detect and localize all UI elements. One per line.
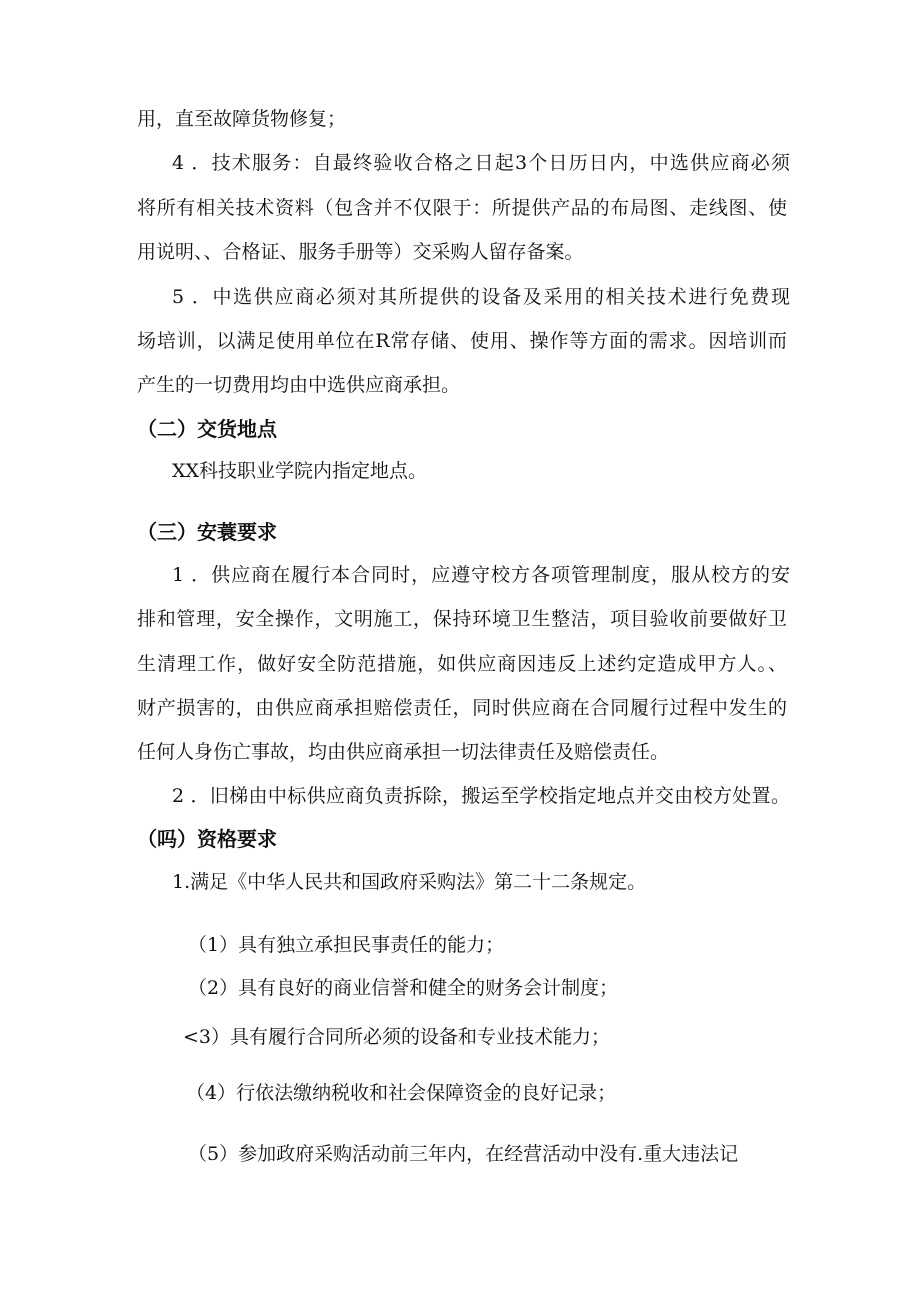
section-heading-delivery: （二）交货地点 — [137, 417, 277, 441]
paragraph-installation-line-3: 生清理工作，做好安全防范措施，如供应商因违反上述约定造成甲方人。、 — [137, 653, 787, 675]
paragraph-old-elevator: 2 ．旧梯由中标供应商负责拆除，搬运至学校指定地点并交由校方处置。 — [172, 785, 790, 807]
paragraph-training-line-3: 产生的一切费用均由中选供应商承担。 — [137, 374, 461, 396]
paragraph-installation-line-4: 财产损害的，由供应商承担赔偿责任，同时供应商在合同履行过程中发生的 — [137, 697, 787, 719]
section-heading-installation: （三）安蓑要求 — [137, 520, 277, 544]
paragraph-tech-service-line-3: 用说明、、合格证、服务手册等）交采购人留存备案。 — [137, 241, 584, 263]
paragraph-installation-line-2: 排和管理，安全操作，文明施工，保持环境卫生整洁，项目验收前要做好卫 — [137, 608, 787, 630]
list-item: （2）具有良好的商业信誉和健全的财务会计制度； — [188, 977, 619, 999]
paragraph-continuation: 用，直至故障货物修复； — [137, 108, 347, 130]
paragraph-delivery-location: XX科技职业学院内指定地点。 — [172, 460, 428, 482]
list-item: （1）具有独立承担民事责任的能力； — [188, 934, 505, 956]
list-item: <3）具有履行合同所必须的设备和专业技术能力； — [183, 1026, 611, 1048]
paragraph-tech-service-line-2: 将所有相关技术资料（包含并不仅限于：所提供产品的布局图、走线图、使 — [137, 197, 787, 219]
list-item: （5）参加政府采购活动前三年内，在经营活动中没有.重大违法记 — [188, 1143, 739, 1165]
section-heading-qualification: （吗）资格要求 — [137, 827, 277, 851]
paragraph-installation-line-1: 1 ．供应商在履行本合同时，应遵守校方各项管理制度，服从校方的安 — [172, 564, 790, 586]
list-item: （4）行依法缴纳税收和社会保障资金的良好记录； — [186, 1082, 617, 1104]
paragraph-procurement-law: 1.满足《中华人民共和国政府采购法》第二十二条规定。 — [172, 871, 647, 893]
paragraph-installation-line-5: 任何人身伤亡事故，均由供应商承担一切法律责任及赔偿责任。 — [137, 741, 670, 763]
paragraph-training-line-1: 5 ．中选供应商必须对其所提供的设备及采用的相关技术进行免费现 — [172, 286, 790, 308]
paragraph-training-line-2: 场培训，以满足使用单位在R常存储、使用、操作等方面的需求。因培训而 — [137, 330, 787, 352]
paragraph-tech-service-line-1: 4 ．技术服务：自最终验收合格之日起3个日历日内，中选供应商必须 — [172, 152, 790, 174]
